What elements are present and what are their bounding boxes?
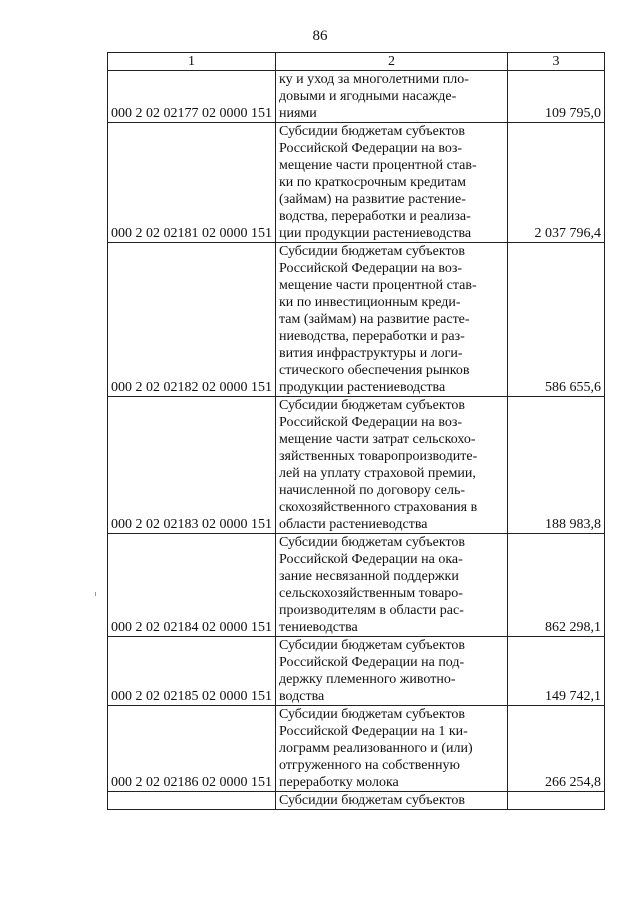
description-line: там (займам) на развитие расте- [279,312,470,327]
description-line: переработку молока [279,775,399,790]
description-line: довыми и ягодными насажде- [279,89,457,104]
budget-description [276,792,508,810]
table-row [108,71,605,123]
budget-code: 000 2 02 02177 02 0000 151 [108,71,276,123]
description-line: ки по краткосрочным кредитам [279,175,466,190]
description-line: Субсидии бюджетам субъектов [279,124,466,139]
budget-amount: 109 795,0 [508,71,605,123]
table-row [108,534,605,637]
description-line: Российской Федерации на 1 ки- [279,724,468,739]
description-line: держку племенного животно- [279,672,456,687]
table-row [108,637,605,706]
description-line: лограмм реализованного и (или) [279,741,473,756]
description-line: ниями [279,106,317,121]
description-line: Российской Федерации на ока- [279,552,463,567]
description-line: вития инфраструктуры и логи- [279,346,463,361]
budget-code: 000 2 02 02181 02 0000 151 [108,123,276,243]
description-line: Субсидии бюджетам субъектов [279,244,466,259]
description-line: тениеводства [279,620,358,635]
description-line: продукции растениеводства [279,380,446,395]
budget-amount: 2 037 796,4 [508,123,605,243]
description-line: стического обеспечения рынков [279,363,470,378]
description-line: производителям в области рас- [279,603,464,618]
description-line: (займам) на развитие растение- [279,192,466,207]
table-row [108,123,605,243]
description-line: Российской Федерации на воз- [279,415,463,430]
budget-description [276,706,508,792]
description-line: Субсидии бюджетам субъектов [279,793,466,808]
description-line: зяйственных товаропроизводите- [279,449,478,464]
table-row [108,243,605,397]
description-line: ции продукции растениеводства [279,226,472,241]
description-line: водства, переработки и реализа- [279,209,471,224]
table-row [108,397,605,534]
budget-code: 000 2 02 02185 02 0000 151 [108,637,276,706]
description-line: зание несвязанной поддержки [279,569,459,584]
description-line: ниеводства, переработки и раз- [279,329,465,344]
budget-amount: 266 254,8 [508,706,605,792]
description-line: Субсидии бюджетам субъектов [279,535,466,550]
description-line: ку и уход за многолетними пло- [279,72,469,87]
budget-code: 000 2 02 02184 02 0000 151 [108,534,276,637]
description-line: Российской Федерации на под- [279,655,465,670]
description-line: Субсидии бюджетам субъектов [279,638,466,653]
budget-amount [508,792,605,810]
description-line: лей на уплату страховой премии, [279,466,476,481]
description-line: Субсидии бюджетам субъектов [279,707,466,722]
description-line: сельскохозяйственным товаро- [279,586,463,601]
budget-description [276,123,508,243]
description-line: Российской Федерации на воз- [279,261,463,276]
budget-code: 000 2 02 02183 02 0000 151 [108,397,276,534]
description-line: мещение части процентной став- [279,158,477,173]
description-line: начисленной по договору сель- [279,483,466,498]
budget-code: 000 2 02 02186 02 0000 151 [108,706,276,792]
budget-description [276,243,508,397]
header-row [108,53,605,71]
description-line: отгруженного на собственную [279,758,460,773]
description-line: области растениеводства [279,517,428,532]
column-header-1: 1 [108,53,276,71]
budget-amount: 149 742,1 [508,637,605,706]
description-line: мещение части затрат сельскохо- [279,432,476,447]
budget-amount: 862 298,1 [508,534,605,637]
budget-description [276,637,508,706]
description-line: водства [279,689,325,704]
column-header-2: 2 [276,53,508,71]
description-line: мещение части процентной став- [279,278,477,293]
table-row [108,792,605,810]
description-line: скохозяйственного страхования в [279,500,478,515]
table-header [108,53,605,71]
table-body [108,71,605,810]
budget-description [276,397,508,534]
budget-code: 000 2 02 02182 02 0000 151 [108,243,276,397]
budget-description [276,71,508,123]
description-line: Субсидии бюджетам субъектов [279,398,466,413]
budget-amount: 586 655,6 [508,243,605,397]
page-number: 86 [312,28,328,44]
budget-description [276,534,508,637]
budget-code [108,792,276,810]
column-header-3: 3 [508,53,605,71]
table-row [108,706,605,792]
description-line: Российской Федерации на воз- [279,141,463,156]
budget-amount: 188 983,8 [508,397,605,534]
description-line: ки по инвестиционным креди- [279,295,461,310]
budget-table [107,52,605,810]
margin-mark [95,592,96,596]
